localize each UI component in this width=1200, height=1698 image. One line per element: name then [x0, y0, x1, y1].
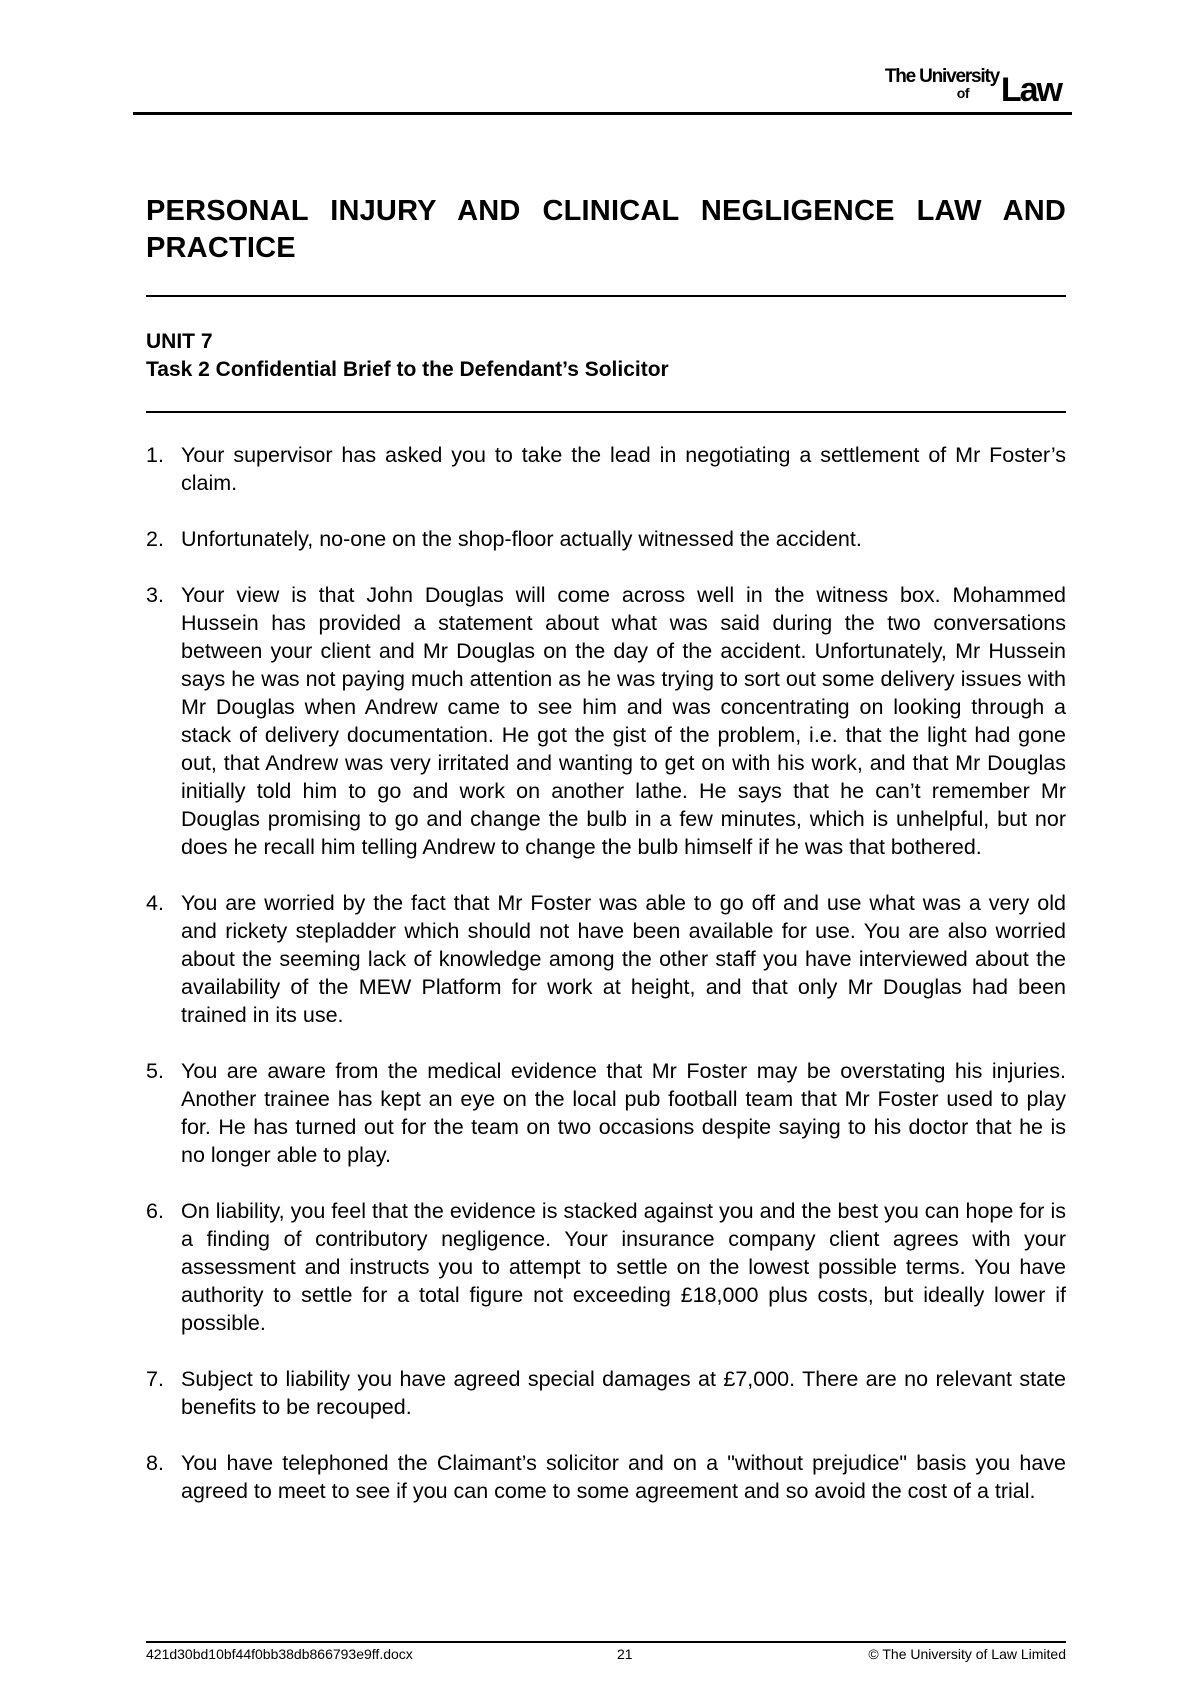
- university-logo: [841, 66, 1061, 109]
- unit-label: UNIT 7: [146, 330, 213, 353]
- footer-copyright: © The University of Law Limited: [868, 1646, 1066, 1662]
- footer-divider: [146, 1641, 1066, 1643]
- list-item-text: You are aware from the medical evidence that Mr Foster may be overstating his injuries. Another trainee has kept an eye on the local pub football team that Mr Foster used to play for. He has turned out for the team on two occasions despite saying to his doctor that he is no longer able to play.: [181, 1059, 1066, 1167]
- list-item-number: 4.: [146, 891, 164, 915]
- section-divider: [146, 411, 1066, 413]
- list-item-number: 2.: [146, 527, 164, 551]
- numbered-list: [146, 441, 1066, 1533]
- logo-text-of: of: [956, 85, 969, 101]
- list-item-text: You have telephoned the Claimant’s solicitor and on a "without prejudice" basis you have agreed to meet to see if you can come to some agreement and so avoid the cost of a trial.: [181, 1451, 1066, 1503]
- list-item-number: 7.: [146, 1367, 164, 1391]
- list-item-text: You are worried by the fact that Mr Foster was able to go off and use what was a very old and rickety stepladder which should not have been available for use. You are also worried about the seeming lack of knowledge among the other staff you have interviewed about the availability of the MEW Platform for work at height, and that only Mr Douglas had been trained in its use.: [181, 891, 1066, 1027]
- footer-page-number: 21: [617, 1646, 633, 1662]
- header-divider: [133, 112, 1072, 115]
- list-item: [146, 441, 1066, 497]
- list-item: [146, 525, 1066, 553]
- list-item: [146, 1365, 1066, 1421]
- logo-text-university: The University: [884, 66, 999, 87]
- list-item: [146, 1197, 1066, 1337]
- list-item-number: 8.: [146, 1451, 164, 1475]
- footer-file-name: 421d30bd10bf44f0bb38db866793e9ff.docx: [146, 1646, 413, 1662]
- list-item-text: Your supervisor has asked you to take the lead in negotiating a settlement of Mr Foster’s claim.: [181, 443, 1066, 495]
- list-item: [146, 1449, 1066, 1505]
- title-divider: [146, 295, 1066, 297]
- list-item-text: Subject to liability you have agreed special damages at £7,000. There are no relevant state benefits to be recouped.: [181, 1367, 1066, 1419]
- list-item-text: Your view is that John Douglas will come across well in the witness box. Mohammed Hussein has provided a statement about what was said during the two conversations between your client and Mr Douglas on the day of the accident. Unfortunately, Mr Hussein says he was not paying much attention as he was trying to sort out some delivery issues with Mr Douglas when Andrew came to see him and was concentrating on looking through a stack of delivery documentation. He got the gist of the problem, i.e. that the light had gone out, that Andrew was very irritated and wanting to get on with his work, and that Mr Douglas initially told him to go and work on another lathe. He says that he can’t remember Mr Douglas promising to go and change the bulb in a few minutes, which is unhelpful, but nor does he recall him telling Andrew to change the bulb himself if he was that bothered.: [181, 583, 1066, 859]
- task-title: Task 2 Confidential Brief to the Defendant’s Solicitor: [146, 358, 669, 381]
- list-item-number: 6.: [146, 1199, 164, 1223]
- list-item-number: 5.: [146, 1059, 164, 1083]
- page-title: PERSONAL INJURY AND CLINICAL NEGLIGENCE LAW AND PRACTICE: [146, 195, 1066, 264]
- list-item-number: 1.: [146, 443, 164, 467]
- list-item-number: 3.: [146, 583, 164, 607]
- list-item: [146, 1057, 1066, 1169]
- list-item: [146, 889, 1066, 1029]
- list-item-text: Unfortunately, no-one on the shop-floor actually witnessed the accident.: [181, 527, 862, 551]
- list-item-text: On liability, you feel that the evidence is stacked against you and the best you can hope for is a finding of contributory negligence. Your insurance company client agrees with your assessment and instructs you to attempt to settle on the lowest possible terms. You have authority to settle for a total figure not exceeding £18,000 plus costs, but ideally lower if possible.: [181, 1199, 1066, 1335]
- list-item: [146, 581, 1066, 861]
- logo-text-law: Law: [1000, 71, 1061, 109]
